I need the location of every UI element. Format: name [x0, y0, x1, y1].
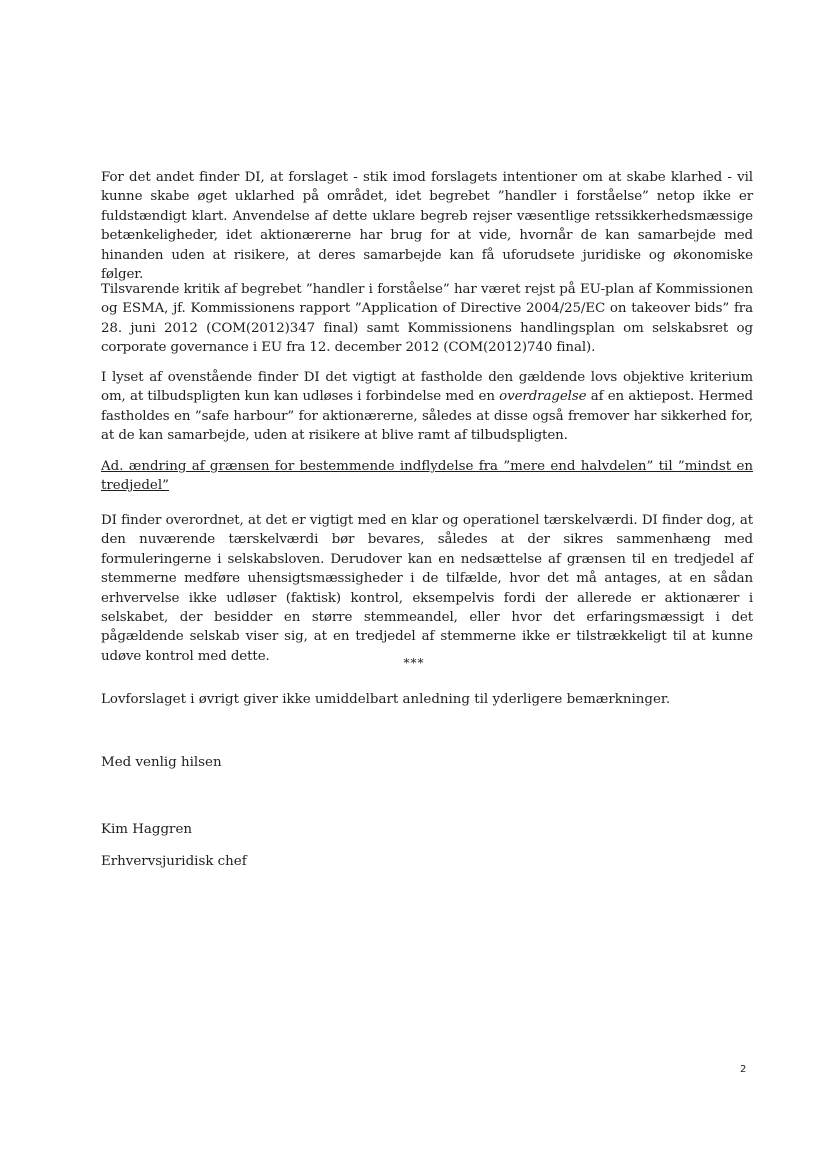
- paragraph-safe-harbour-end: af en aktiepost. Hermed fastholdes en ”safe harbour” for aktionærerne, således at disse også fremover har sikkerhed for, at de kan samarbejde, uden at risikere at blive ramt af tilbudspligten.: [101, 389, 754, 444]
- section-heading-threshold: Ad. ændring af grænsen for bestemmende indflydelse fra ”mere end halvdelen” til ”mindst en tredjedel”: [101, 459, 753, 494]
- paragraph-safe-harbour-start: I lyset af ovenstående finder DI det vigtigt at fastholde den gældende lovs objektive kriterium om, at tilbudspligten kun kan udløses i forbindelse med en: [101, 370, 753, 405]
- paragraph-eu-criticism: Tilsvarende kritik af begrebet ”handler i forståelse” har været rejst på EU-plan af Kommissionen og ESMA, jf. Kommissionens rapport ”Application of Directive 2004/25/EC on takeover bids” fra 28. juni 2012 (COM(2012)347 final) samt Kommissionens handlingsplan om selskabsret og corporate governance i EU fra 12. december 2012 (COM(2012)740 final).: [101, 282, 753, 356]
- page-number: 2: [740, 1064, 747, 1075]
- paragraph-unclear-concept: For det andet finder DI, at forslaget - stik imod forslagets intentioner om at skabe klarhed - vil kunne skabe øget uklarhed på området, idet begrebet ”handler i forståelse” netop ikke er fuldstændigt klart. Anvendelse af dette uklare begreb rejser væsentlige retssikkerhedsmæssige betænkeligheder, idet aktionærerne har brug for at vide, hvornår de kan samarbejde med hinanden uden at risikere, at deres samarbejde kan få uforudsete juridiske og økonomiske følger.: [101, 170, 753, 283]
- signatory-name: Kim Haggren: [101, 822, 192, 837]
- paragraph-safe-harbour: [101, 368, 753, 446]
- section-separator: ***: [403, 656, 425, 670]
- paragraph-safe-harbour-emphasis: overdragelse: [499, 389, 587, 405]
- closing-greeting: Med venlig hilsen: [101, 755, 222, 770]
- paragraph-no-further-remarks: Lovforslaget i øvrigt giver ikke umiddelbart anledning til yderligere bemærkninger.: [101, 692, 671, 707]
- signatory-title: Erhvervsjuridisk chef: [101, 854, 247, 869]
- paragraph-threshold: DI finder overordnet, at det er vigtigt med en klar og operationel tærskelværdi. DI finder dog, at den nuværende tærskelværdi bør bevares, således at der sikres sammenhæng med formuleringerne i selskabsloven. Derudover kan en nedsættelse af grænsen til en tredjedel af stemmerne medføre uhensigtsmæssigheder i de tilfælde, hvor det må antages, at en sådan erhvervelse ikke udløser (faktisk) kontrol, eksempelvis fordi der allerede er aktionærer i selskabet, der besidder en større stemmeandel, eller hvor det erfaringsmæssigt i det pågældende selskab viser sig, at en tredjedel af stemmerne ikke er tilstrækkeligt til at kunne udøve kontrol med dette.: [101, 513, 753, 664]
